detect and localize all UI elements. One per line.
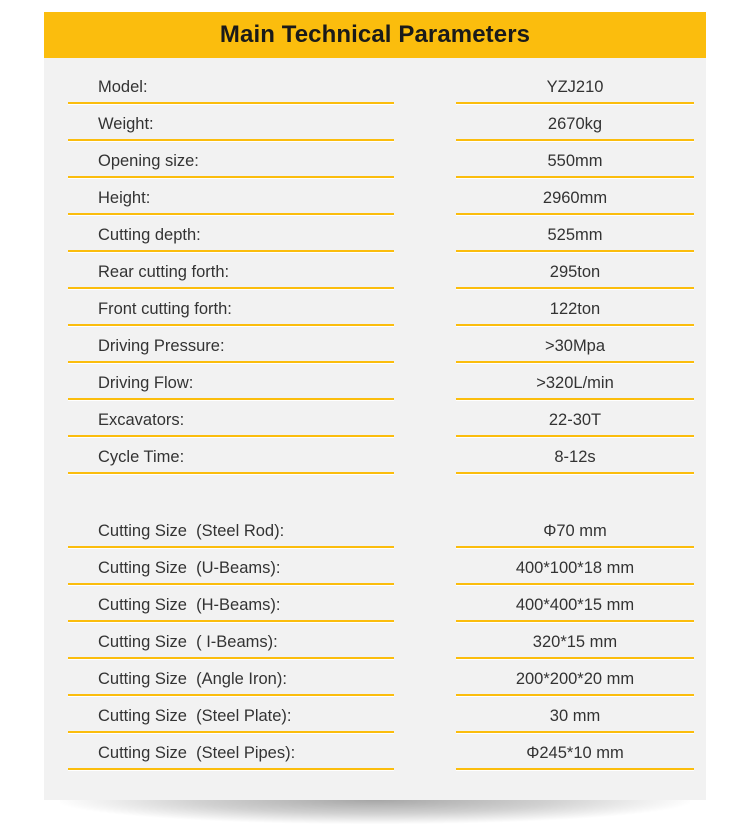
param-row-driving-pressure <box>44 331 706 368</box>
divider-left <box>68 435 394 438</box>
param-value: 400*100*18 mm <box>515 559 635 577</box>
divider-right <box>456 176 694 179</box>
param-row-excavators <box>44 405 706 442</box>
param-label: Driving Pressure: <box>98 337 225 355</box>
param-row-model <box>44 72 706 109</box>
divider-left <box>68 287 394 290</box>
param-label: Model: <box>98 78 148 96</box>
param-value: >30Mpa <box>544 337 606 355</box>
divider-left <box>68 324 394 327</box>
param-value: 2670kg <box>547 115 603 133</box>
param-value: 30 mm <box>549 707 601 725</box>
cutting-row-angle-iron <box>44 664 706 701</box>
param-value: 200*200*20 mm <box>515 670 635 688</box>
divider-left <box>68 583 394 586</box>
param-label: Weight: <box>98 115 154 133</box>
param-label: Cutting Size (U-Beams): <box>98 559 281 577</box>
page-title: Main Technical Parameters <box>219 21 531 48</box>
divider-left <box>68 361 394 364</box>
divider-left <box>68 657 394 660</box>
divider-right <box>456 139 694 142</box>
cutting-row-steel-plate <box>44 701 706 738</box>
divider-right <box>456 250 694 253</box>
param-row-cycle-time <box>44 442 706 479</box>
divider-left <box>68 546 394 549</box>
divider-left <box>68 731 394 734</box>
param-label: Cutting depth: <box>98 226 201 244</box>
cutting-row-i-beams <box>44 627 706 664</box>
divider-left <box>68 620 394 623</box>
divider-right <box>456 620 694 623</box>
divider-right <box>456 546 694 549</box>
divider-right <box>456 435 694 438</box>
param-value: 400*400*15 mm <box>515 596 635 614</box>
param-label: Cutting Size (Angle Iron): <box>98 670 287 688</box>
param-value: 320*15 mm <box>532 633 618 651</box>
parameters-card <box>44 12 706 800</box>
param-label: Opening size: <box>98 152 199 170</box>
divider-left <box>68 176 394 179</box>
param-value: Φ70 mm <box>543 522 607 540</box>
param-label: Excavators: <box>98 411 185 429</box>
divider-right <box>456 361 694 364</box>
divider-right <box>456 398 694 401</box>
param-row-front-cutting-forth <box>44 294 706 331</box>
divider-right <box>456 731 694 734</box>
param-value: 295ton <box>549 263 601 281</box>
param-label: Driving Flow: <box>98 374 194 392</box>
param-value: 22-30T <box>548 411 602 429</box>
divider-left <box>68 694 394 697</box>
param-value: >320L/min <box>536 374 614 392</box>
cutting-row-steel-rod <box>44 516 706 553</box>
param-row-height <box>44 183 706 220</box>
param-value: Φ245*10 mm <box>526 744 624 762</box>
divider-right <box>456 768 694 771</box>
divider-left <box>68 398 394 401</box>
divider-left <box>68 250 394 253</box>
param-value: 550mm <box>547 152 603 170</box>
divider-right <box>456 583 694 586</box>
cutting-row-steel-pipes <box>44 738 706 775</box>
divider-right <box>456 102 694 105</box>
param-label: Cycle Time: <box>98 448 185 466</box>
param-label: Rear cutting forth: <box>98 263 230 281</box>
divider-right <box>456 287 694 290</box>
param-row-opening-size <box>44 146 706 183</box>
param-value: 122ton <box>549 300 601 318</box>
title-bar <box>44 12 706 58</box>
cutting-row-h-beams <box>44 590 706 627</box>
param-label: Front cutting forth: <box>98 300 232 318</box>
param-value: YZJ210 <box>546 78 604 96</box>
divider-right <box>456 213 694 216</box>
card-shadow <box>60 800 690 824</box>
divider-left <box>68 102 394 105</box>
param-value: 525mm <box>547 226 603 244</box>
divider-left <box>68 768 394 771</box>
param-label: Height: <box>98 189 151 207</box>
param-value: 8-12s <box>554 448 596 466</box>
param-label: Cutting Size ( I-Beams): <box>98 633 278 651</box>
divider-left <box>68 213 394 216</box>
param-value: 2960mm <box>542 189 608 207</box>
param-label: Cutting Size (Steel Plate): <box>98 707 292 725</box>
param-label: Cutting Size (H-Beams): <box>98 596 281 614</box>
divider-right <box>456 694 694 697</box>
param-label: Cutting Size (Steel Rod): <box>98 522 285 540</box>
divider-right <box>456 472 694 475</box>
divider-left <box>68 472 394 475</box>
param-row-weight <box>44 109 706 146</box>
divider-right <box>456 324 694 327</box>
divider-right <box>456 657 694 660</box>
divider-left <box>68 139 394 142</box>
cutting-row-u-beams <box>44 553 706 590</box>
param-row-driving-flow <box>44 368 706 405</box>
param-row-cutting-depth <box>44 220 706 257</box>
param-row-rear-cutting-forth <box>44 257 706 294</box>
param-label: Cutting Size (Steel Pipes): <box>98 744 296 762</box>
